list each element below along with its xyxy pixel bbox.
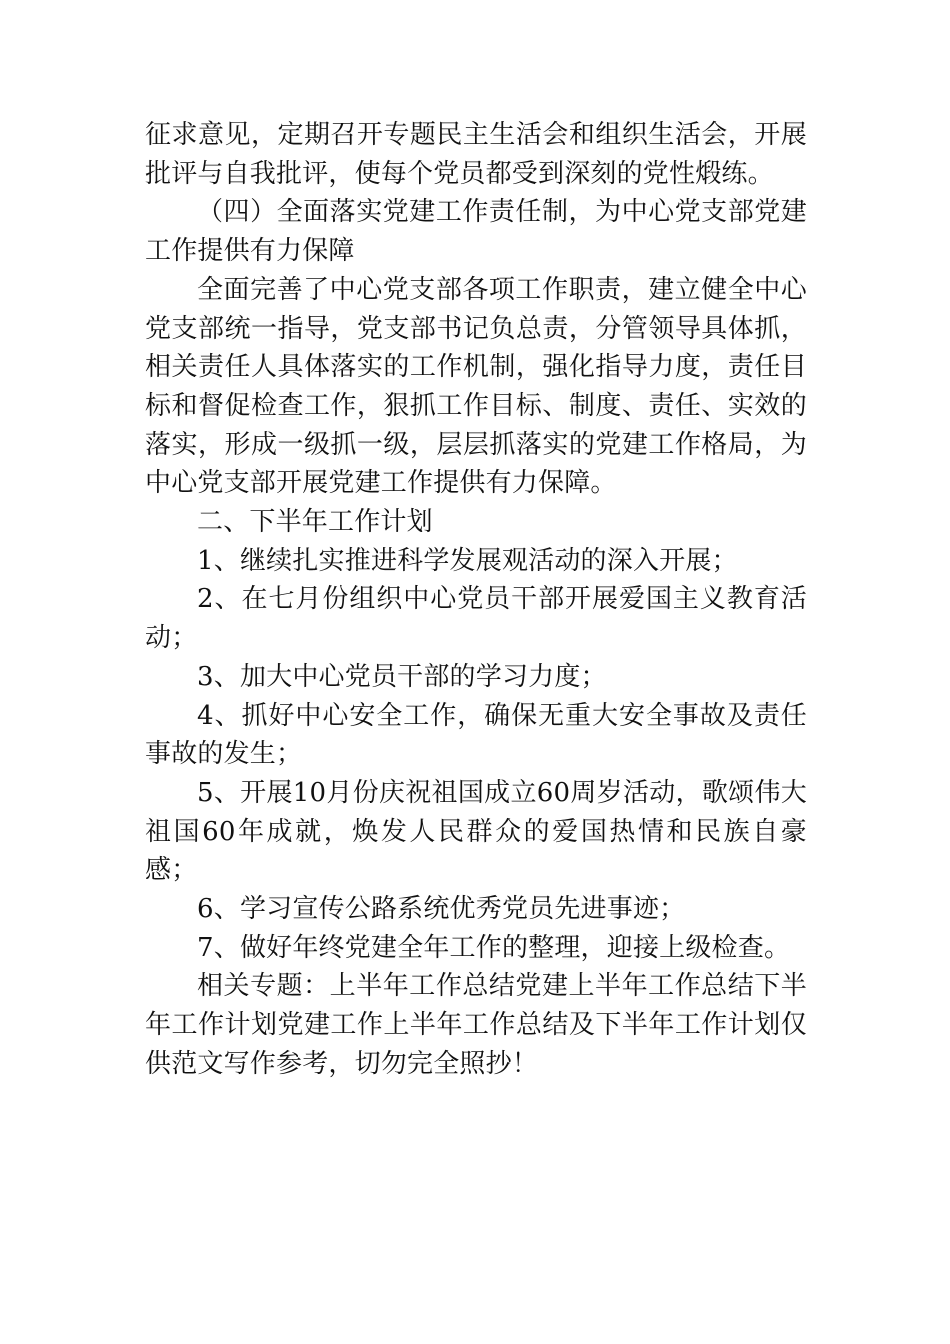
related-topics-note: 相关专题：上半年工作总结党建上半年工作总结下半年工作计划党建工作上半年工作总结及下半年工作计划仅供范文写作参考，切勿完全照抄！ — [145, 971, 807, 1079]
plan-item-3: 3、加大中心党员干部的学习力度； — [197, 661, 607, 692]
heading-second-half-plan: 二、下半年工作计划 — [197, 507, 433, 538]
plan-item-5: 5、开展10月份庆祝祖国成立60周岁活动，歌颂伟大祖国60年成就，焕发人民群众的爱国热情和民族自豪感； — [145, 777, 807, 886]
paragraph-continued-opinions: 征求意见，定期召开专题民主生活会和组织生活会，开展批评与自我批评，使每个党员都受到深刻的党性煅练。 — [145, 120, 807, 189]
plan-item-2: 2、在七月份组织中心党员干部开展爱国主义教育活动； — [145, 584, 807, 654]
plan-item-4: 4、抓好中心安全工作，确保无重大安全事故及责任事故的发生； — [145, 700, 807, 770]
plan-item-6: 6、学习宣传公路系统优秀党员先进事迹； — [197, 894, 686, 925]
plan-item-1: 1、继续扎实推进科学发展观活动的深入开展； — [197, 545, 738, 576]
paragraph-responsibility-system: 全面完善了中心党支部各项工作职责，建立健全中心党支部统一指导，党支部书记负总责，分管领导具体抓，相关责任人具体落实的工作机制，强化指导力度，责任目标和督促检查工作，狠抓工作目标、制度、责任、实效的落实，形成一级抓一级，层层抓落实的党建工作格局，为中心党支部开展党建工作提供有力保障。 — [145, 274, 807, 499]
heading-section-four: （四）全面落实党建工作责任制，为中心党支部党建工作提供有力保障 — [145, 197, 807, 267]
document-body — [145, 116, 807, 1084]
plan-item-7: 7、做好年终党建全年工作的整理，迎接上级检查。 — [197, 932, 791, 963]
